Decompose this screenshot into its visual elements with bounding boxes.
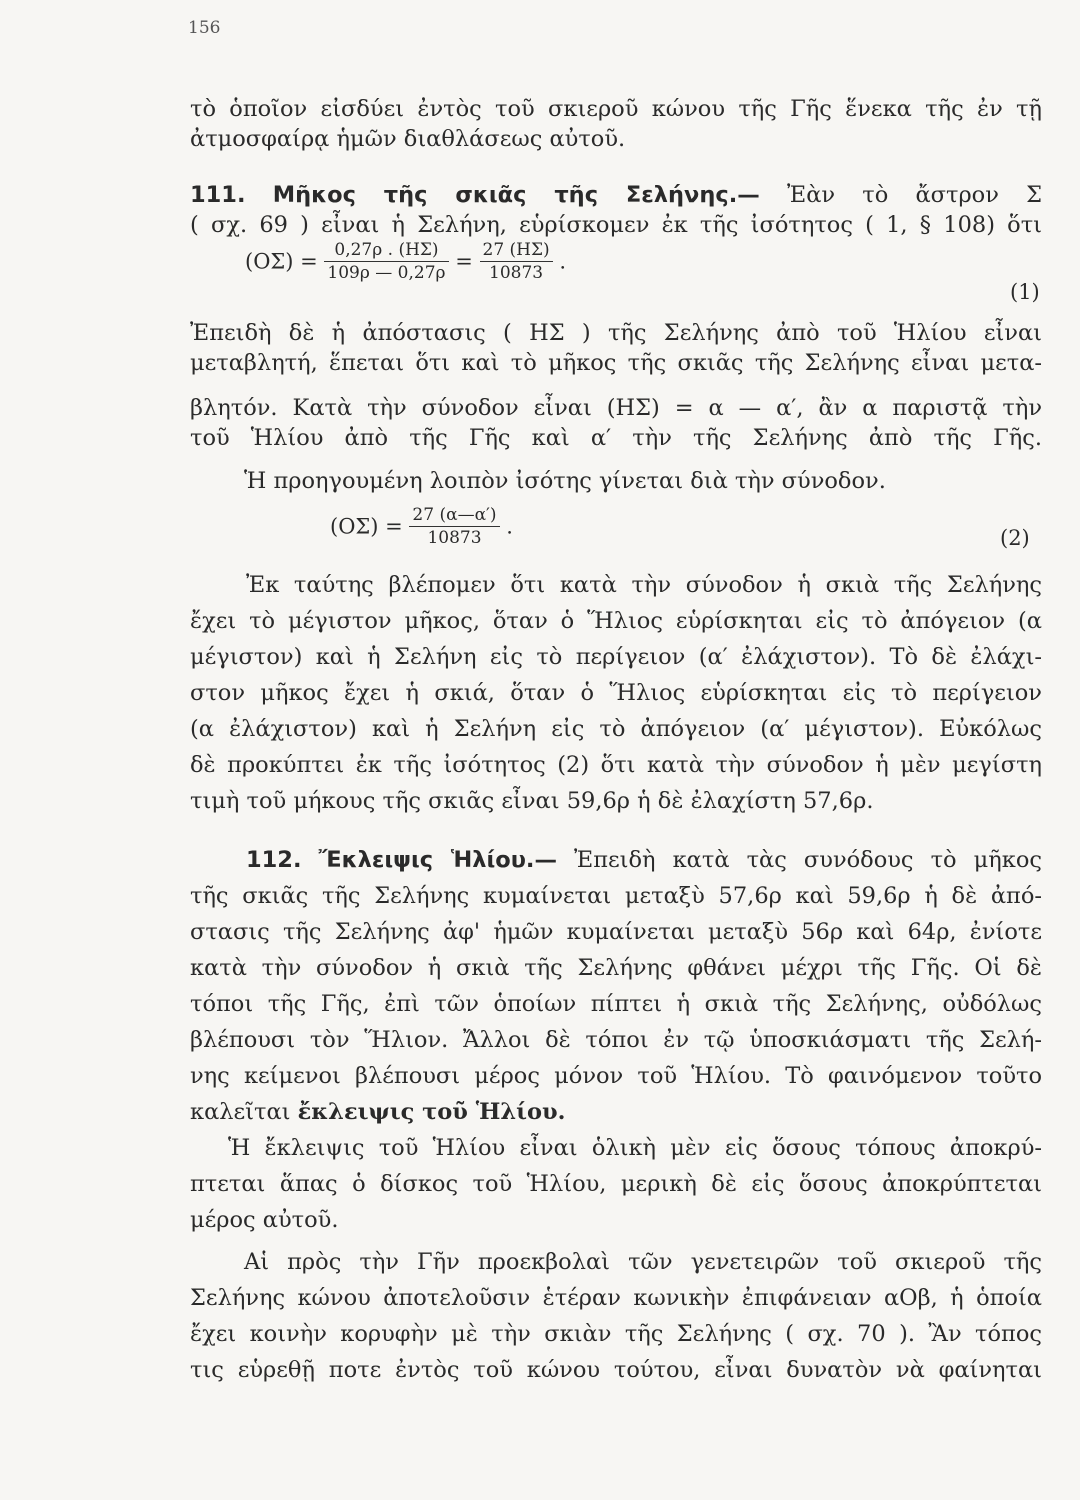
equation-2 bbox=[330, 505, 513, 548]
text-line: ἀτμοσφαίρᾳ ἡμῶν διαθλάσεως αὐτοῦ. bbox=[190, 126, 626, 152]
equation-1 bbox=[245, 240, 566, 283]
page-number: 156 bbox=[188, 18, 221, 38]
bold-term: ἔκλειψις τοῦ Ἡλίου. bbox=[297, 1099, 566, 1125]
equation-lhs: (ΟΣ) = bbox=[245, 249, 318, 274]
section-number: 112. bbox=[246, 847, 302, 873]
section-title: Ἔκλειψις Ἡλίου.— bbox=[318, 847, 557, 873]
text-line bbox=[190, 1097, 1042, 1127]
text-line: στασις τῆς Σελήνης ἀφ' ἡμῶν κυμαίνεται μεταξὺ 56ρ καὶ 64ρ, ἐνίοτε bbox=[190, 919, 1042, 945]
text-line: Ἐκ ταύτης βλέπομεν ὅτι κατὰ τὴν σύνοδον ἡ σκιὰ τῆς Σελήνης bbox=[246, 572, 1042, 598]
fraction-numerator: 0,27ρ . (ΗΣ) bbox=[324, 240, 448, 262]
equals-sign: = bbox=[455, 249, 473, 274]
fraction bbox=[480, 240, 553, 283]
text-line: ( σχ. 69 ) εἶναι ἡ Σελήνη, εὑρίσκομεν ἐκ τῆς ἰσότητος ( 1, § 108) ὅτι bbox=[190, 212, 1042, 238]
equation-label: (2) bbox=[1000, 526, 1030, 550]
fraction-denominator: 10873 bbox=[489, 263, 544, 283]
equation-label: (1) bbox=[1010, 280, 1040, 304]
section-title: Μῆκος τῆς σκιᾶς τῆς Σελήνης.— bbox=[272, 182, 760, 208]
section-text: Ἐπειδὴ κατὰ τὰς συνόδους τὸ μῆκος bbox=[574, 847, 1042, 873]
text-line: βλέπουσι τὸν Ἥλιον. Ἄλλοι δὲ τόποι ἐν τῷ ὑποσκιάσματι τῆς Σελή- bbox=[190, 1027, 1042, 1053]
section-heading-111 bbox=[190, 180, 1042, 210]
section-number: 111. bbox=[190, 182, 246, 208]
text-line: στον μῆκος ἔχει ἡ σκιά, ὅταν ὁ Ἥλιος εὑρίσκηται εἰς τὸ περίγειον bbox=[190, 680, 1042, 706]
text-line: τιμὴ τοῦ μήκους τῆς σκιᾶς εἶναι 59,6ρ ἡ δὲ ἐλαχίστη 57,6ρ. bbox=[190, 788, 874, 814]
section-heading-112 bbox=[246, 845, 1042, 875]
text-line: μέρος αὐτοῦ. bbox=[190, 1207, 339, 1233]
text-line: μεταβλητή, ἕπεται ὅτι καὶ τὸ μῆκος τῆς σκιᾶς τῆς Σελήνης εἶναι μετα- bbox=[190, 350, 1042, 376]
text-line: τόποι τῆς Γῆς, ἐπὶ τῶν ὁποίων πίπτει ἡ σκιὰ τῆς Σελήνης, οὐδόλως bbox=[190, 991, 1042, 1017]
text-line: τῆς σκιᾶς τῆς Σελήνης κυμαίνεται μεταξὺ 57,6ρ καὶ 59,6ρ ἡ δὲ ἀπό- bbox=[190, 883, 1042, 909]
text-line: ἔχει τὸ μέγιστον μῆκος, ὅταν ὁ Ἥλιος εὑρίσκηται εἰς τὸ ἀπόγειον (α bbox=[190, 608, 1042, 634]
text-line: νης κείμενοι βλέπουσι μέρος μόνον τοῦ Ἡλίου. Τὸ φαινόμενον τοῦτο bbox=[190, 1063, 1042, 1089]
equation-end: . bbox=[506, 514, 513, 539]
text-line: Σελήνης κώνου ἀποτελοῦσιν ἑτέραν κωνικὴν ἐπιφάνειαν αΟβ, ἡ ὁποία bbox=[190, 1285, 1042, 1311]
text-line: Ἡ ἔκλειψις τοῦ Ἡλίου εἶναι ὁλικὴ μὲν εἰς ὅσους τόπους ἀποκρύ- bbox=[228, 1135, 1042, 1161]
text-line: (α ἐλάχιστον) καὶ ἡ Σελήνη εἰς τὸ ἀπόγειον (α′ μέγιστον). Εὐκόλως bbox=[190, 716, 1042, 742]
text-line: Αἱ πρὸς τὴν Γῆν προεκβολαὶ τῶν γενετειρῶν τοῦ σκιεροῦ τῆς bbox=[244, 1249, 1042, 1275]
section-text: Ἐὰν τὸ ἄστρον Σ bbox=[787, 182, 1043, 208]
text-line: πτεται ἅπας ὁ δίσκος τοῦ Ἡλίου, μερικὴ δὲ εἰς ὅσους ἀποκρύπτεται bbox=[190, 1171, 1042, 1197]
text-line: Ἡ προηγουμένη λοιπὸν ἰσότης γίνεται διὰ τὴν σύνοδον. bbox=[244, 468, 886, 494]
fraction-denominator: 10873 bbox=[427, 528, 482, 548]
text-line: ἔχει κοινὴν κορυφὴν μὲ τὴν σκιὰν τῆς Σελήνης ( σχ. 70 ). Ἂν τόπος bbox=[190, 1321, 1042, 1347]
text-line: κατὰ τὴν σύνοδον ἡ σκιὰ τῆς Σελήνης φθάνει μέχρι τῆς Γῆς. Οἱ δὲ bbox=[190, 955, 1042, 981]
text-span: καλεῖται bbox=[190, 1099, 291, 1125]
text-line: βλητόν. Κατὰ τὴν σύνοδον εἶναι (ΗΣ) = α — α′, ἂν α παριστᾷ τὴν bbox=[190, 395, 1042, 421]
text-line: Ἐπειδὴ δὲ ἡ ἀπόστασις ( ΗΣ ) τῆς Σελήνης ἀπὸ τοῦ Ἡλίου εἶναι bbox=[190, 320, 1042, 346]
text-line: μέγιστον) καὶ ἡ Σελήνη εἰς τὸ περίγειον (α′ ἐλάχιστον). Τὸ δὲ ἐλάχι- bbox=[190, 644, 1042, 670]
text-line: δὲ προκύπτει ἐκ τῆς ἰσότητος (2) ὅτι κατὰ τὴν σύνοδον ἡ μὲν μεγίστη bbox=[190, 752, 1042, 778]
fraction bbox=[324, 240, 448, 283]
equation-end: . bbox=[559, 249, 567, 274]
text-line: τοῦ Ἡλίου ἀπὸ τῆς Γῆς καὶ α′ τὴν τῆς Σελήνης ἀπὸ τῆς Γῆς. bbox=[190, 425, 1042, 451]
equation-lhs: (ΟΣ) = bbox=[330, 514, 403, 539]
fraction-numerator: 27 (α—α′) bbox=[409, 505, 499, 527]
text-line: τις εὑρεθῇ ποτε ἐντὸς τοῦ κώνου τούτου, εἶναι δυνατὸν νὰ φαίνηται bbox=[190, 1357, 1042, 1383]
fraction-numerator: 27 (ΗΣ) bbox=[480, 240, 553, 262]
text-line: τὸ ὁποῖον εἰσδύει ἐντὸς τοῦ σκιεροῦ κώνου τῆς Γῆς ἕνεκα τῆς ἐν τῇ bbox=[190, 96, 1042, 122]
fraction-denominator: 109ρ — 0,27ρ bbox=[327, 263, 446, 283]
fraction bbox=[409, 505, 499, 548]
